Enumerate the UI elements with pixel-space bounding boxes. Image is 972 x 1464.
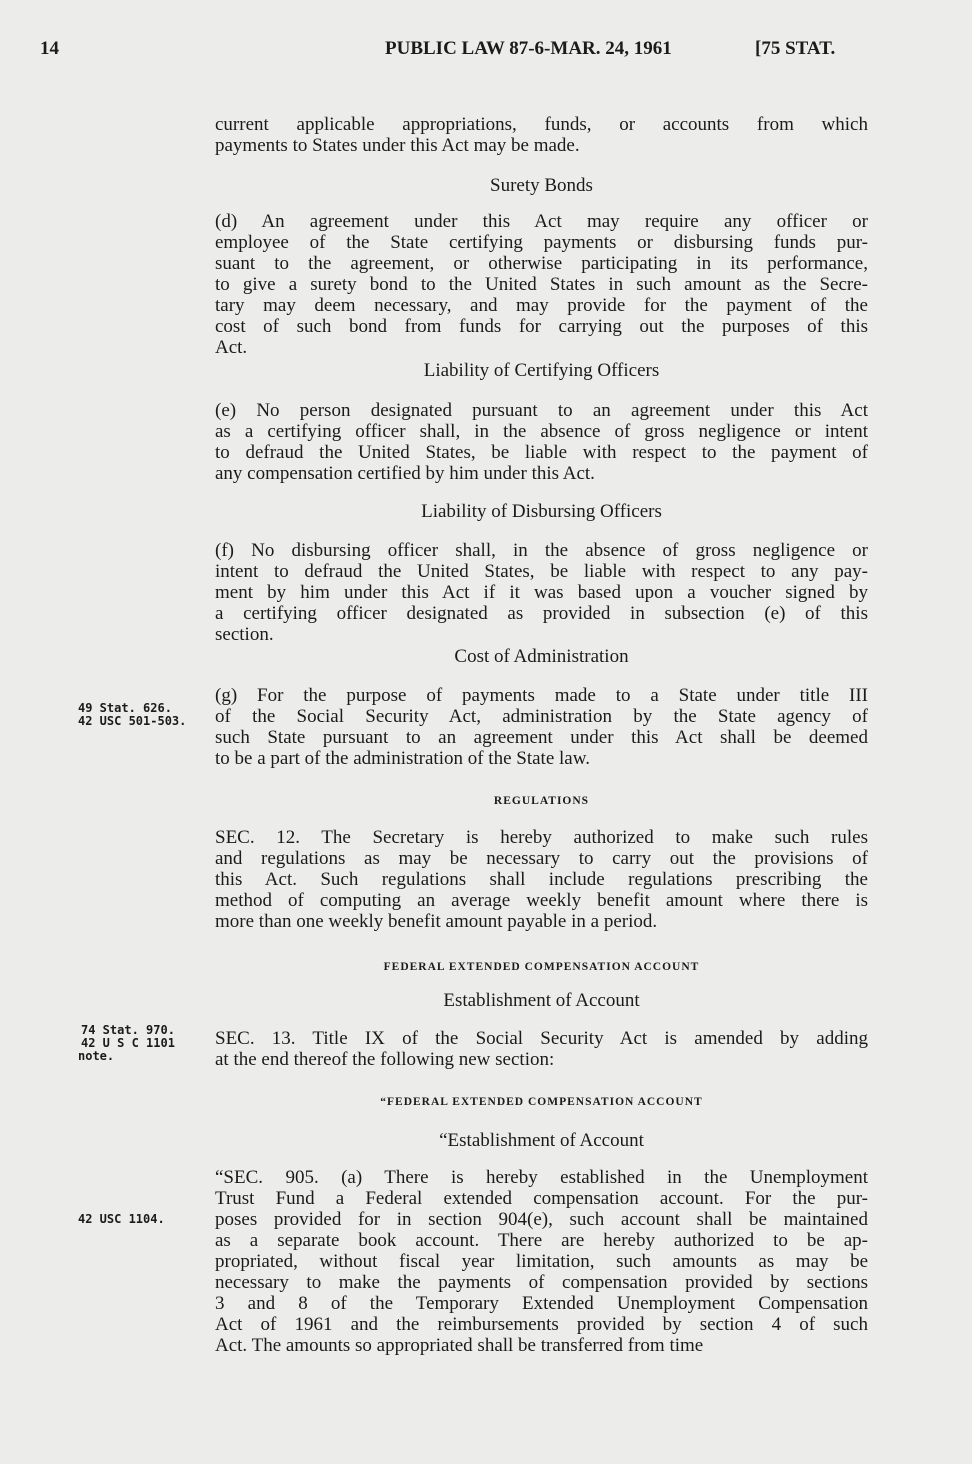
text-line: suant to the agreement, or otherwise participating in its performance, xyxy=(215,253,868,274)
text-line: cost of such bond from funds for carrying out the purposes of this xyxy=(215,316,868,337)
paragraph xyxy=(215,827,868,932)
text-line: intent to defraud the United States, be liable with respect to any pay- xyxy=(215,561,868,582)
text-line: a certifying officer designated as provided in subsection (e) of this xyxy=(215,603,868,624)
margin-note xyxy=(78,1213,165,1226)
section-heading: Liability of Certifying Officers xyxy=(423,360,660,381)
section-caps-heading: “FEDERAL EXTENDED COMPENSATION ACCOUNT xyxy=(380,1096,703,1108)
text-line: (d) An agreement under this Act may require any officer or xyxy=(215,211,868,232)
text-line: Act. The amounts so appropriated shall be transferred from time xyxy=(215,1335,704,1356)
paragraph xyxy=(215,400,868,484)
paragraph xyxy=(215,114,868,156)
text-line: 3 and 8 of the Temporary Extended Unemployment Compensation xyxy=(215,1293,868,1314)
page-number: 14 xyxy=(40,38,59,59)
running-header: PUBLIC LAW 87-6-MAR. 24, 1961 xyxy=(385,38,672,59)
text-line: of the Social Security Act, administration by the State agency of xyxy=(215,706,868,727)
text-line: ment by him under this Act if it was based upon a voucher signed by xyxy=(215,582,868,603)
paragraph xyxy=(215,211,868,358)
text-line: Act. xyxy=(215,337,248,358)
text-line: to give a surety bond to the United States in such amount as the Secre- xyxy=(215,274,868,295)
paragraph xyxy=(215,1028,868,1070)
text-line: employee of the State certifying payments or disbursing funds pur- xyxy=(215,232,868,253)
section-heading: Liability of Disbursing Officers xyxy=(421,501,662,522)
text-line: to defraud the United States, be liable with respect to the payment of xyxy=(215,442,868,463)
paragraph xyxy=(215,540,868,645)
text-line: as a certifying officer shall, in the absence of gross negligence or intent xyxy=(215,421,868,442)
text-line: tary may deem necessary, and may provide for the payment of the xyxy=(215,295,868,316)
margin-note-line: note. xyxy=(78,1049,115,1063)
margin-note-line: 49 Stat. 626. xyxy=(78,701,172,715)
section-heading: “Establishment of Account xyxy=(439,1130,644,1151)
margin-note-line: 42 USC 1104. xyxy=(78,1212,165,1226)
section-heading: Surety Bonds xyxy=(490,175,593,196)
text-line: method of computing an average weekly benefit amount where there is xyxy=(215,890,868,911)
text-line: more than one weekly benefit amount payable in a period. xyxy=(215,911,658,932)
text-line: this Act. Such regulations shall include regulations prescribing the xyxy=(215,869,868,890)
text-line: section. xyxy=(215,624,274,645)
text-line: propriated, without fiscal year limitation, such amounts as may be xyxy=(215,1251,868,1272)
text-line: payments to States under this Act may be made. xyxy=(215,135,580,156)
section-caps-heading: REGULATIONS xyxy=(493,795,590,807)
section-heading: Establishment of Account xyxy=(443,990,640,1011)
text-line: (e) No person designated pursuant to an agreement under this Act xyxy=(215,400,868,421)
text-line: any compensation certified by him under this Act. xyxy=(215,463,595,484)
text-line: Trust Fund a Federal extended compensation account. For the pur- xyxy=(215,1188,868,1209)
text-line: necessary to make the payments of compensation provided by sections xyxy=(215,1272,868,1293)
margin-note xyxy=(78,702,186,728)
margin-note-line: 42 USC 501-503. xyxy=(78,714,187,728)
text-line: poses provided for in section 904(e), such account shall be maintained xyxy=(215,1209,868,1230)
text-line: current applicable appropriations, funds, or accounts from which xyxy=(215,114,868,135)
statute-volume: [75 STAT. xyxy=(755,38,836,59)
margin-note-line: 74 Stat. 970. xyxy=(81,1023,175,1037)
section-heading: Cost of Administration xyxy=(454,646,629,667)
text-line: (f) No disbursing officer shall, in the absence of gross negligence or xyxy=(215,540,868,561)
margin-note-line: 42 U S C 1101 xyxy=(81,1036,175,1050)
text-line: at the end thereof the following new section: xyxy=(215,1049,555,1070)
text-line: SEC. 13. Title IX of the Social Security Act is amended by adding xyxy=(215,1028,868,1049)
text-line: (g) For the purpose of payments made to a State under title III xyxy=(215,685,868,706)
margin-note xyxy=(78,1024,175,1063)
text-line: SEC. 12. The Secretary is hereby authorized to make such rules xyxy=(215,827,868,848)
text-line: Act of 1961 and the reimbursements provided by section 4 of such xyxy=(215,1314,868,1335)
paragraph xyxy=(215,685,868,769)
text-line: such State pursuant to an agreement under this Act shall be deemed xyxy=(215,727,868,748)
paragraph xyxy=(215,1167,868,1356)
text-line: to be a part of the administration of the State law. xyxy=(215,748,590,769)
text-line: and regulations as may be necessary to carry out the provisions of xyxy=(215,848,868,869)
section-caps-heading: FEDERAL EXTENDED COMPENSATION ACCOUNT xyxy=(383,961,700,973)
text-line: “SEC. 905. (a) There is hereby established in the Unemployment xyxy=(215,1167,868,1188)
text-line: as a separate book account. There are hereby authorized to be ap- xyxy=(215,1230,868,1251)
